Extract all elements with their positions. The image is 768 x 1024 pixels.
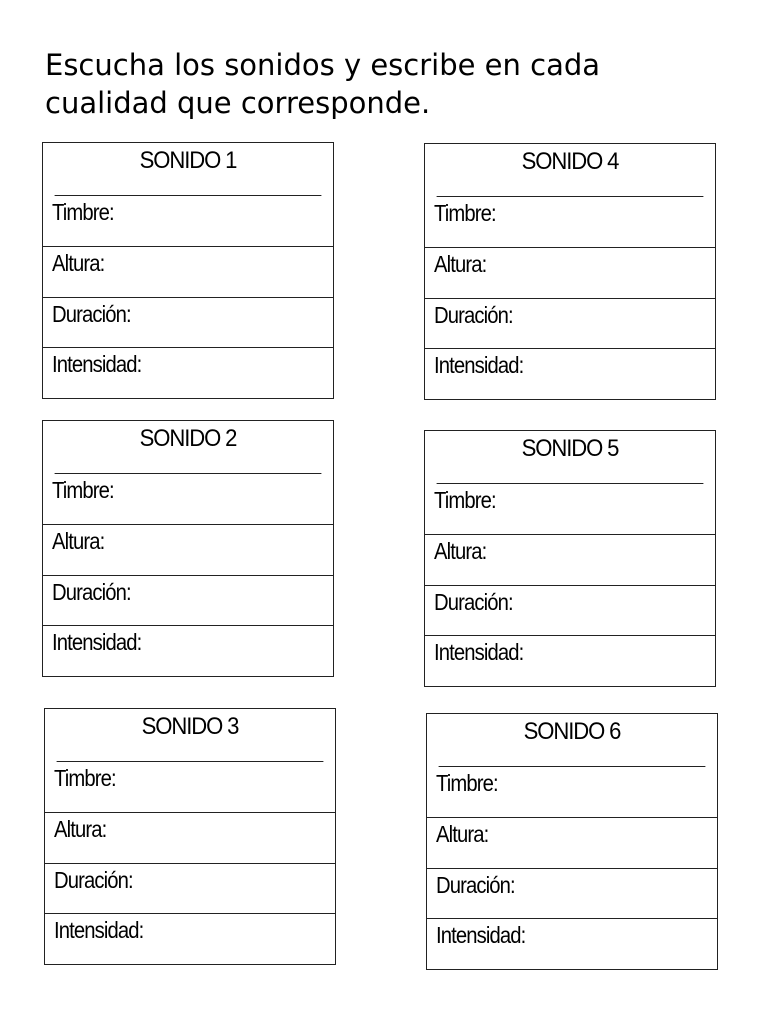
sound-card-title: SONIDO 1 <box>55 143 322 196</box>
duracion-field[interactable] <box>425 586 715 637</box>
sound-card-title: SONIDO 4 <box>437 144 704 197</box>
field-label: Intensidad: <box>436 922 526 949</box>
instructions-line-1: Escucha los sonidos y escribe en cada <box>45 48 601 82</box>
sound-card-title: SONIDO 6 <box>439 714 706 767</box>
intensidad-field[interactable] <box>427 919 717 969</box>
duracion-field[interactable] <box>45 864 335 915</box>
field-label: Duración: <box>434 588 513 615</box>
field-label: Timbre: <box>52 199 114 225</box>
field-label: Intensidad: <box>54 917 144 944</box>
field-label: Altura: <box>54 815 107 842</box>
field-label: Timbre: <box>434 200 496 226</box>
field-label: Altura: <box>434 537 487 564</box>
sound-card-3 <box>44 708 336 965</box>
altura-field[interactable] <box>43 525 333 576</box>
altura-field[interactable] <box>427 818 717 869</box>
sound-card-4 <box>424 143 716 400</box>
field-label: Intensidad: <box>52 351 142 378</box>
intensidad-field[interactable] <box>43 626 333 676</box>
intensidad-field[interactable] <box>43 348 333 398</box>
field-label: Altura: <box>434 250 487 277</box>
field-label: Altura: <box>52 249 105 276</box>
duracion-field[interactable] <box>427 869 717 920</box>
field-label: Timbre: <box>54 765 116 791</box>
sound-card-5 <box>424 430 716 687</box>
field-label: Timbre: <box>434 487 496 513</box>
timbre-field[interactable] <box>425 197 715 248</box>
timbre-field[interactable] <box>43 196 333 247</box>
duracion-field[interactable] <box>43 576 333 627</box>
field-label: Duración: <box>52 578 131 605</box>
altura-field[interactable] <box>425 248 715 299</box>
intensidad-field[interactable] <box>45 914 335 964</box>
field-label: Duración: <box>434 301 513 328</box>
field-label: Intensidad: <box>434 639 524 666</box>
timbre-field[interactable] <box>43 474 333 525</box>
intensidad-field[interactable] <box>425 349 715 399</box>
timbre-field[interactable] <box>425 484 715 535</box>
field-label: Altura: <box>52 527 105 554</box>
field-label: Duración: <box>436 871 515 898</box>
field-label: Timbre: <box>52 477 114 503</box>
timbre-field[interactable] <box>45 762 335 813</box>
timbre-field[interactable] <box>427 767 717 818</box>
altura-field[interactable] <box>43 247 333 298</box>
instructions-heading <box>45 46 735 122</box>
field-label: Intensidad: <box>52 629 142 656</box>
field-label: Duración: <box>54 866 133 893</box>
field-label: Timbre: <box>436 770 498 796</box>
sound-card-1 <box>42 142 334 399</box>
field-label: Duración: <box>52 300 131 327</box>
altura-field[interactable] <box>425 535 715 586</box>
field-label: Altura: <box>436 820 489 847</box>
field-label: Intensidad: <box>434 352 524 379</box>
sound-card-6 <box>426 713 718 970</box>
sound-card-title: SONIDO 3 <box>57 709 324 762</box>
sound-card-title: SONIDO 5 <box>437 431 704 484</box>
altura-field[interactable] <box>45 813 335 864</box>
instructions-line-2: cualidad que corresponde. <box>45 86 431 120</box>
intensidad-field[interactable] <box>425 636 715 686</box>
duracion-field[interactable] <box>425 299 715 350</box>
sound-card-2 <box>42 420 334 677</box>
duracion-field[interactable] <box>43 298 333 349</box>
sound-card-title: SONIDO 2 <box>55 421 322 474</box>
